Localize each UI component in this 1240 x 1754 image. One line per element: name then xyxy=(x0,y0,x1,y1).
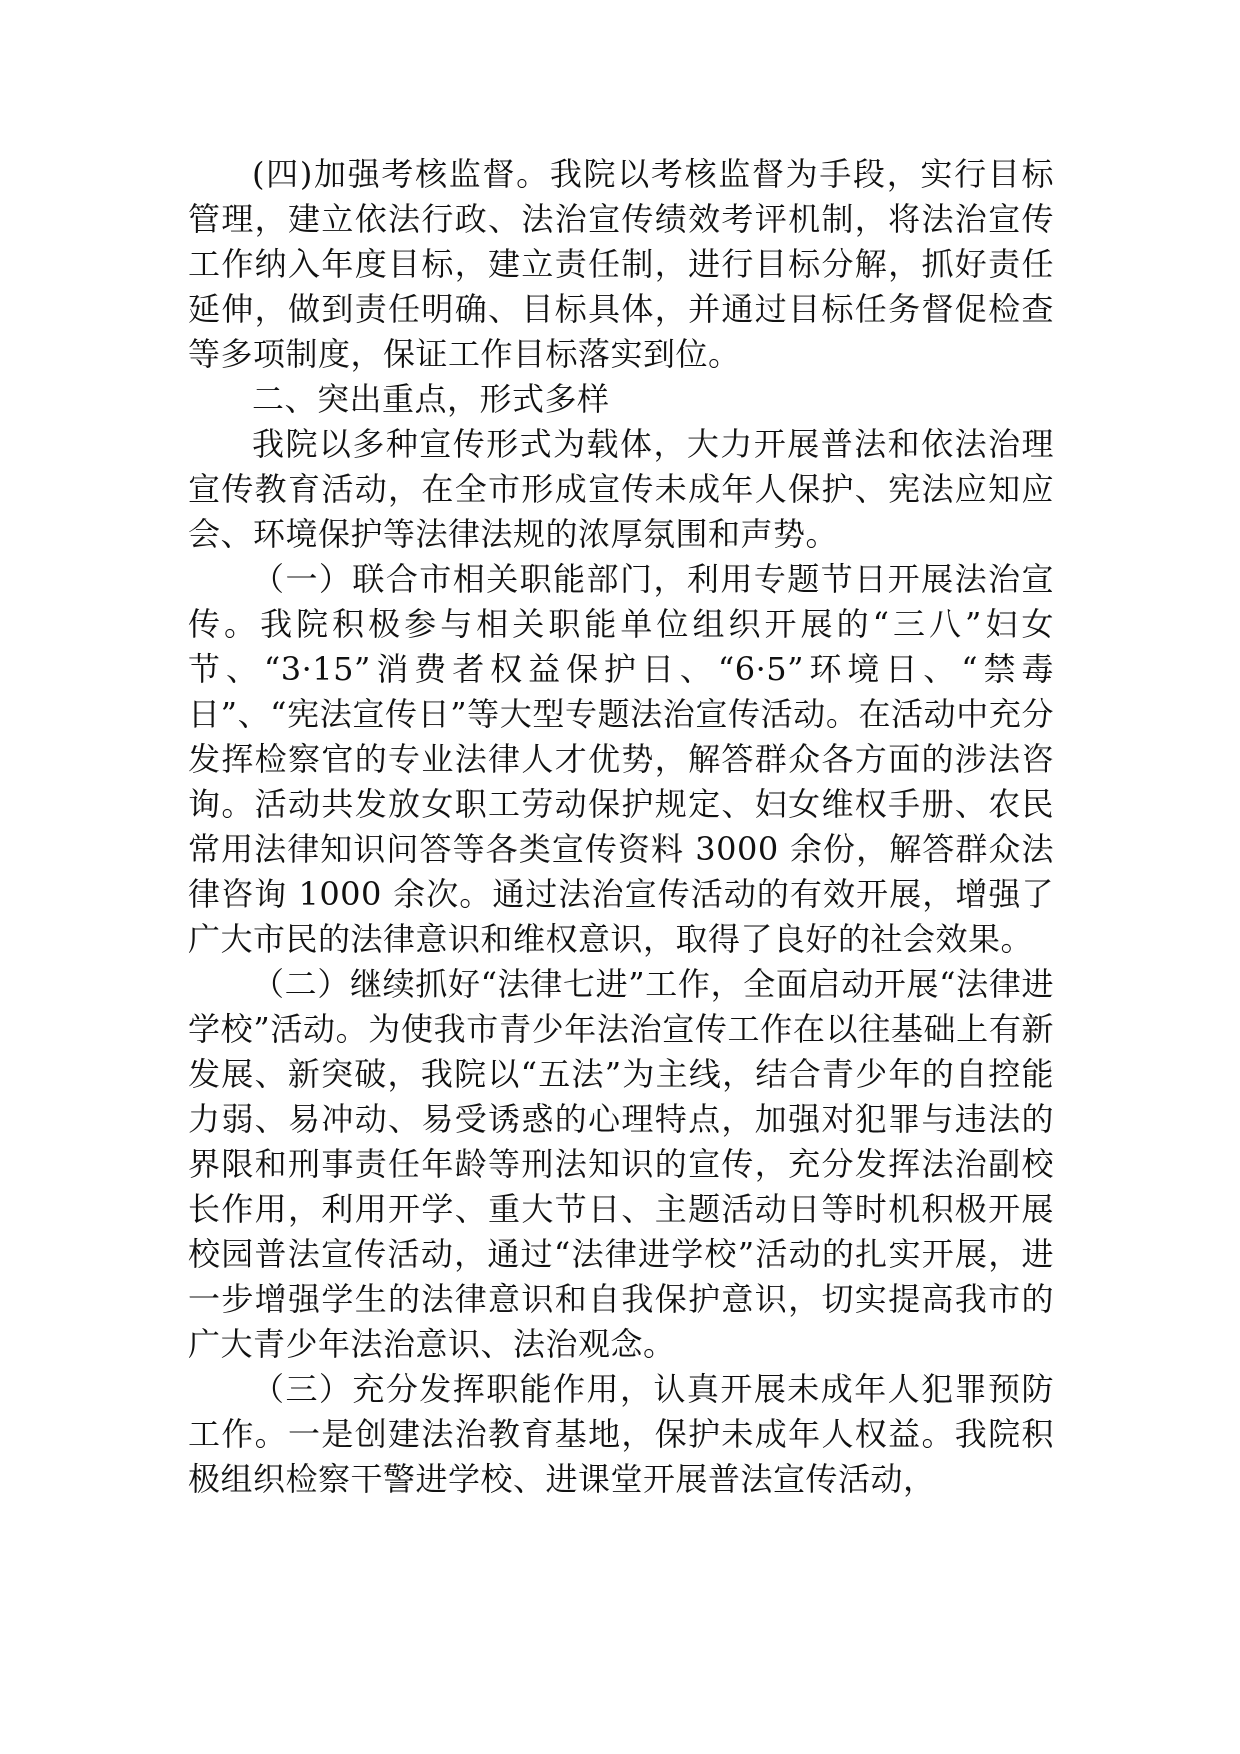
paragraph-juvenile-crime-prevention: （三）充分发挥职能作用，认真开展未成年人犯罪预防工作。一是创建法治教育基地，保护未成年人权益。我院积极组织检察干警进学校、进课堂开展普法宣传活动， xyxy=(188,1370,1054,1498)
section-heading-key-points: 二、突出重点，形式多样 xyxy=(252,380,610,418)
paragraph-publicity-forms: 我院以多种宣传形式为载体，大力开展普法和依法治理宣传教育活动，在全市形成宣传未成年人保护、宪法应知应会、环境保护等法律法规的浓厚氛围和声势。 xyxy=(188,425,1054,553)
document-body xyxy=(188,152,1054,1502)
paragraph-themed-festivals: （一）联合市相关职能部门，利用专题节日开展法治宣传。我院积极参与相关职能单位组织开展的“三八”妇女节、“3·15”消费者权益保护日、“6·5”环境日、“禁毒日”、“宪法宣传日”等大型专题法治宣传活动。在活动中充分发挥检察官的专业法律人才优势，解答群众各方面的涉法咨询。活动共发放女职工劳动保护规定、妇女维权手册、农民常用法律知识问答等各类宣传资料 3000 余份，解答群众法律咨询 1000 余次。通过法治宣传活动的有效开展，增强了广大市民的法律意识和维权意识，取得了良好的社会效果。 xyxy=(188,560,1054,958)
paragraph-strengthen-supervision: (四)加强考核监督。我院以考核监督为手段，实行目标管理，建立依法行政、法治宣传绩效考评机制，将法治宣传工作纳入年度目标，建立责任制，进行目标分解，抓好责任延伸，做到责任明确、目标具体，并通过目标任务督促检查等多项制度，保证工作目标落实到位。 xyxy=(188,155,1054,373)
paragraph-law-into-schools: （二）继续抓好“法律七进”工作，全面启动开展“法律进学校”活动。为使我市青少年法治宣传工作在以往基础上有新发展、新突破，我院以“五法”为主线，结合青少年的自控能力弱、易冲动、易受诱惑的心理特点，加强对犯罪与违法的界限和刑事责任年龄等刑法知识的宣传，充分发挥法治副校长作用，利用开学、重大节日、主题活动日等时机积极开展校园普法宣传活动，通过“法律进学校”活动的扎实开展，进一步增强学生的法律意识和自我保护意识，切实提高我市的广大青少年法治意识、法治观念。 xyxy=(188,965,1054,1363)
